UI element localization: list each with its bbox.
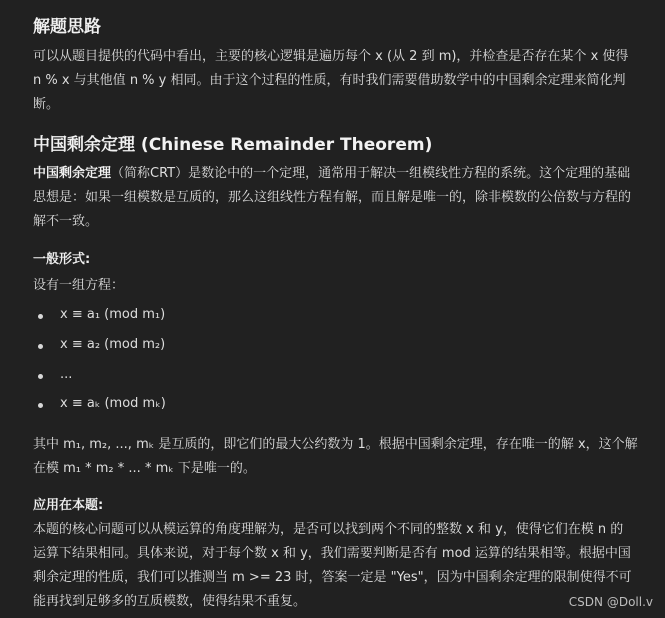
application-label: 应用在本题: <box>33 498 104 513</box>
list-item-text: x ≡ a₂ (mod m₂) <box>60 337 166 352</box>
paragraph-line: 剩余定理的性质，我们可以推测当 m >= 23 时，答案一定是 "Yes"，因为中国剩余定理的限制使得不可 <box>33 570 632 585</box>
paragraph-line: 在模 m₁ * m₂ * ... * mₖ 下是唯一的。 <box>33 461 256 476</box>
paragraph-line: 本题的核心问题可以从模运算的角度理解为，是否可以找到两个不同的整数 x 和 y，使得它们在模 n 的 <box>33 522 624 537</box>
general-form-label: 一般形式: <box>33 252 91 267</box>
bullet-icon <box>38 344 43 349</box>
paragraph-line: n % x 与其他值 n % y 相同。由于这个过程的性质，有时我们需要借助数学中的中国剩余定理来简化判 <box>33 73 626 88</box>
paragraph-line: 设有一组方程： <box>33 278 125 293</box>
paragraph-line: 其中 m₁, m₂, ..., mₖ 是互质的，即它们的最大公约数为 1。根据中国剩余定理，存在唯一的解 x，这个解 <box>33 437 638 452</box>
paragraph-line: 能再找到足够多的互质模数，使得结果不重复。 <box>33 594 307 609</box>
list-item-text: x ≡ aₖ (mod mₖ) <box>60 396 166 411</box>
csdn-watermark: CSDN @Doll.v <box>568 595 653 609</box>
paragraph-line: 断。 <box>33 97 60 112</box>
paragraph-line: 思想是：如果一组模数是互质的，那么这组线性方程有解，而且解是唯一的，除非模数的公倍数与方程的 <box>33 190 632 205</box>
paragraph-line: 运算下结果相同。具体来说，对于每个数 x 和 y，我们需要判断是否有 mod 运算的结果相等。根据中国 <box>33 546 631 561</box>
heading-crt: 中国剩余定理 (Chinese Remainder Theorem) <box>33 135 433 155</box>
heading-solution-approach: 解题思路 <box>33 17 101 37</box>
paragraph-line: 可以从题目提供的代码中看出，主要的核心逻辑是遍历每个 x (从 2 到 m)，并检查是否存在某个 x 使得 <box>33 49 629 64</box>
paragraph-text: （简称CRT）是数论中的一个定理，通常用于解决一组模线性方程的系统。这个定理的基础 <box>111 166 631 181</box>
paragraph-line: 解不一致。 <box>33 214 99 229</box>
bullet-icon <box>38 374 43 379</box>
list-item-text: ... <box>60 367 73 382</box>
bold-term: 中国剩余定理 <box>33 166 112 181</box>
bullet-icon <box>38 314 43 319</box>
paragraph-line <box>33 162 645 186</box>
list-item-text: x ≡ a₁ (mod m₁) <box>60 307 166 322</box>
bullet-icon <box>38 403 43 408</box>
